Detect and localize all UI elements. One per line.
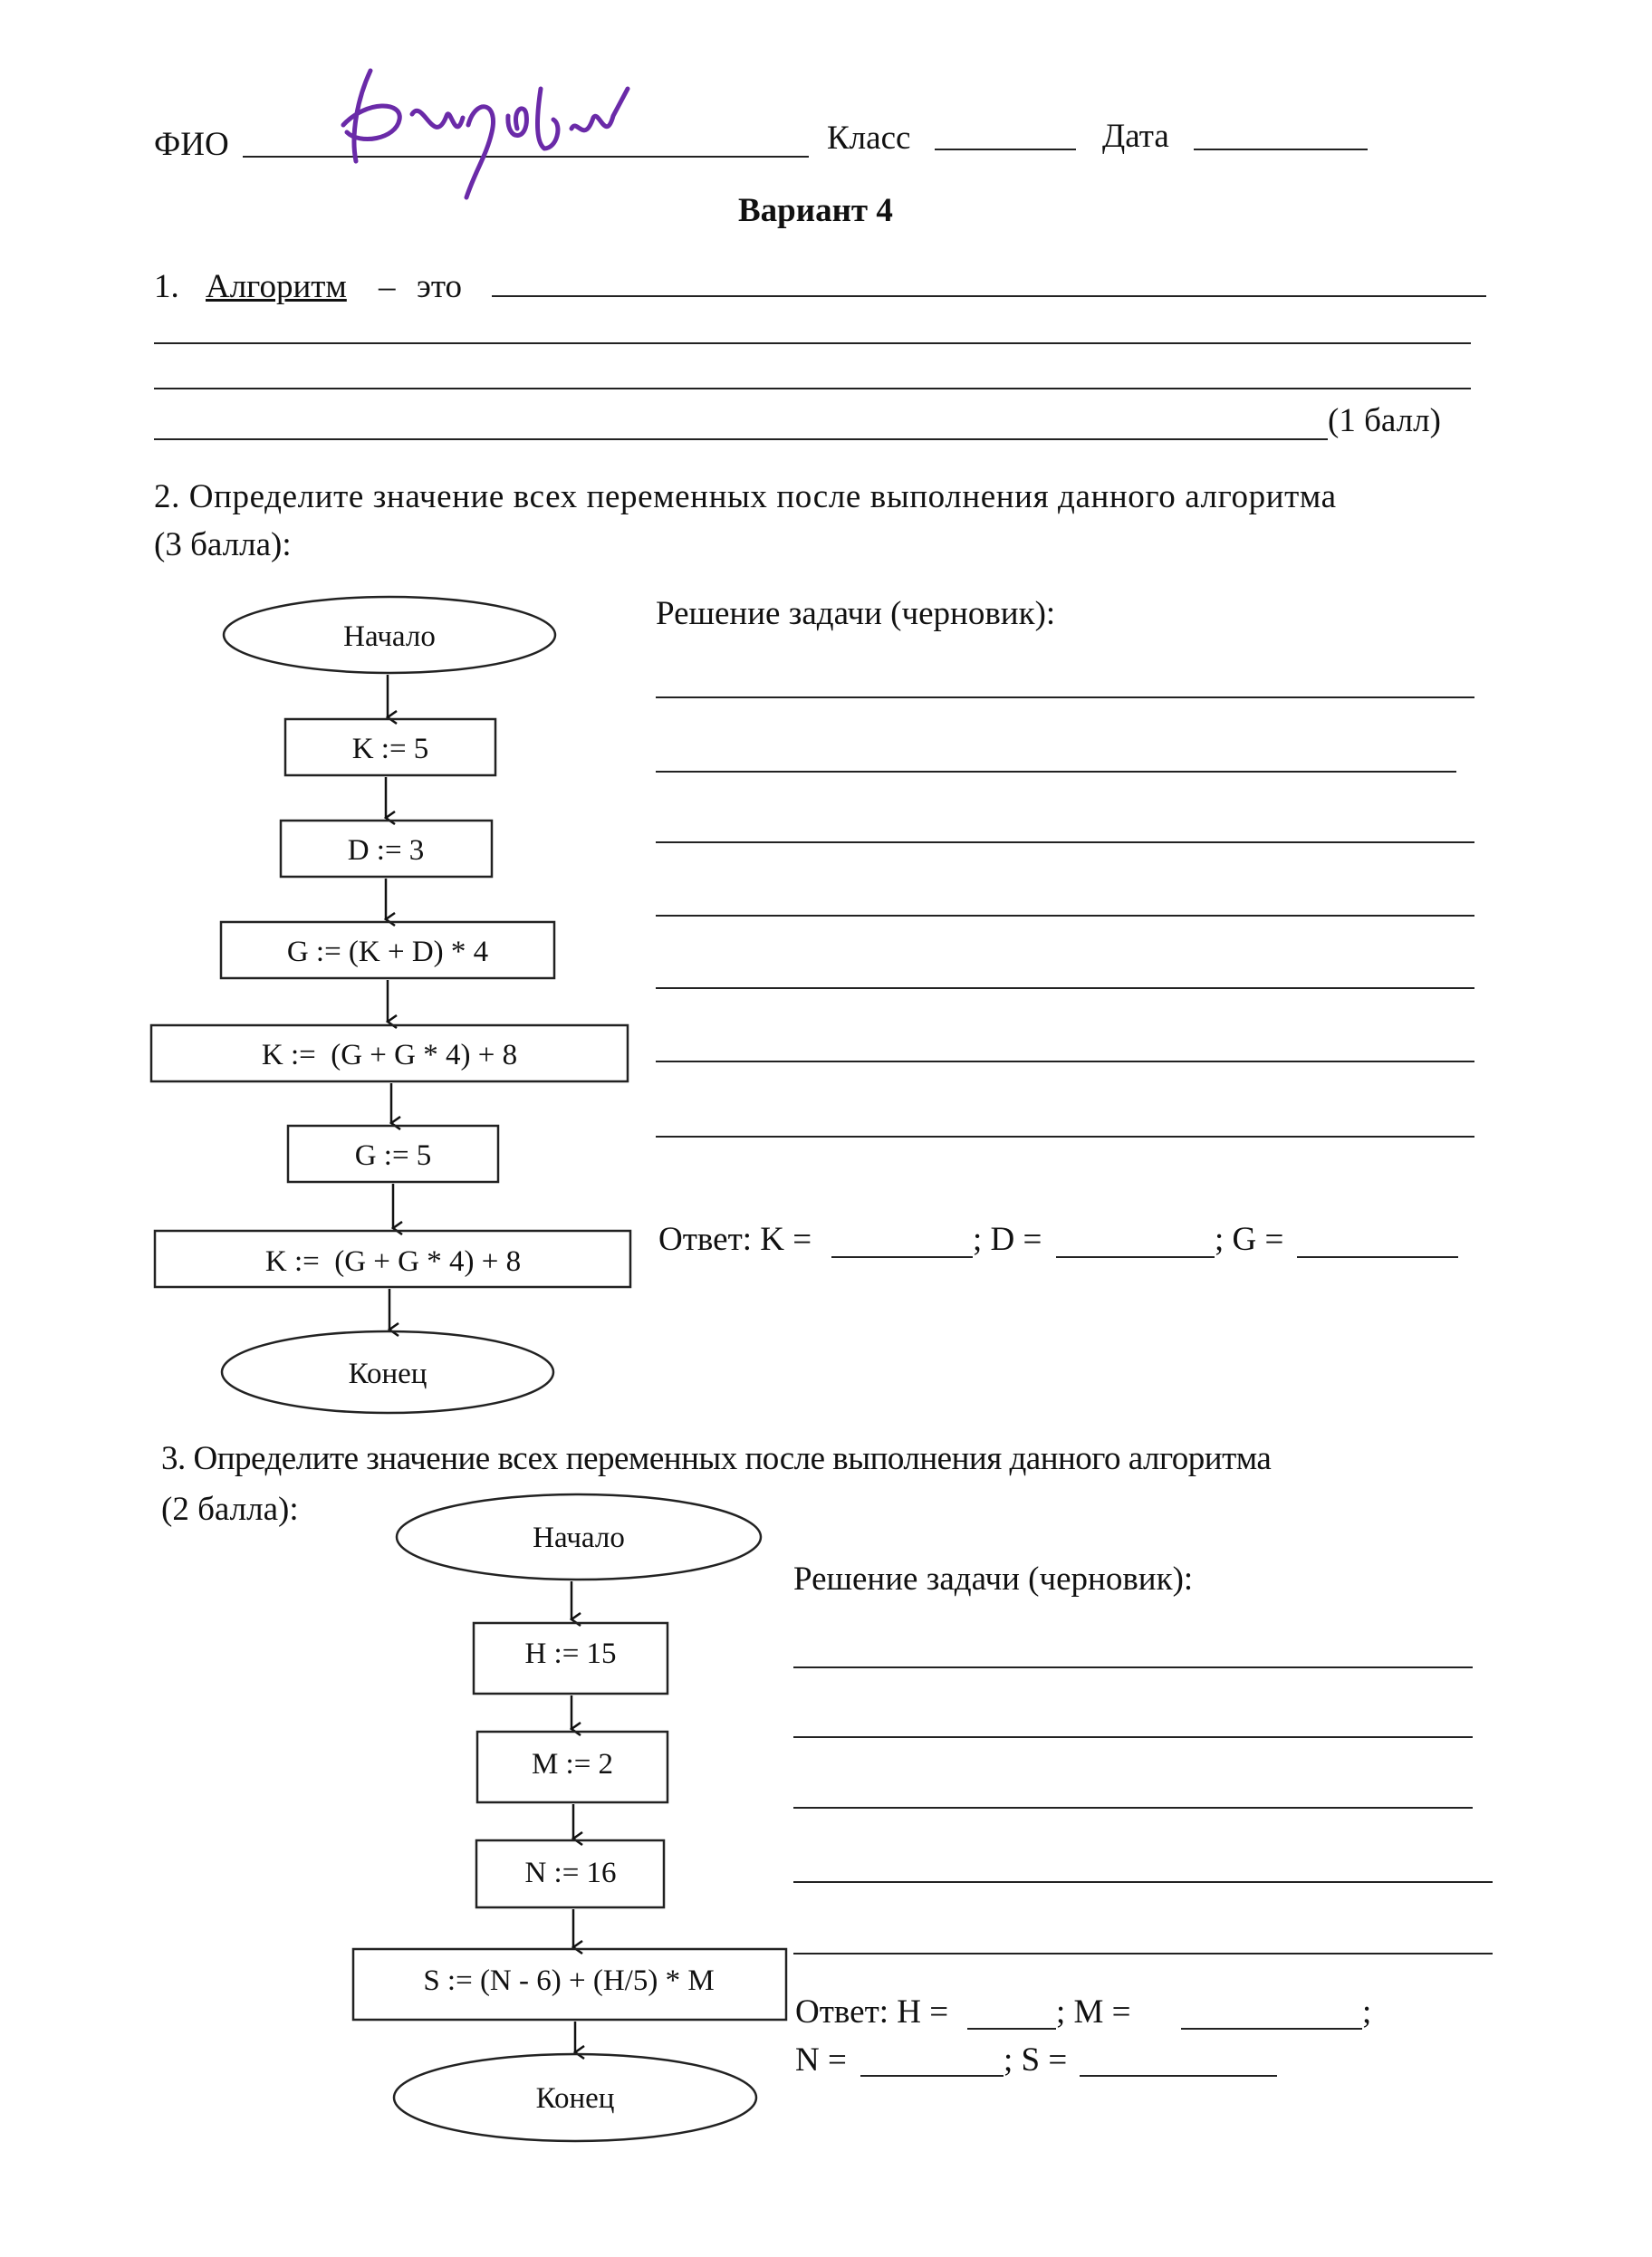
q3-step-label-2: M := 2 — [531, 1748, 614, 1781]
q3-prompt-line2: (2 балла): — [161, 1491, 299, 1528]
q1-word: это — [417, 268, 463, 305]
q2-prompt-line1: 2. Определите значение всех переменных после выполнения данного алгоритма — [154, 478, 1337, 515]
q3-flowchart — [353, 1494, 786, 2141]
q2-prompt-line2: (3 балла): — [154, 526, 292, 563]
q1-dash: – — [379, 268, 396, 305]
q2-flowchart — [151, 597, 630, 1413]
q2-start-label: Начало — [343, 620, 436, 653]
q2-step-label-5: G := 5 — [354, 1139, 432, 1172]
date-label: Дата — [1102, 118, 1169, 155]
q3-prompt-line1: 3. Определите значение всех переменных после выполнения данного алгоритма — [161, 1440, 1272, 1477]
q3-step-label-4: S := (N - 6) + (H/5) * M — [423, 1964, 715, 1997]
fio-label: ФИО — [154, 126, 229, 163]
q2-draft-label: Решение задачи (черновик): — [656, 595, 1056, 632]
q1-term: Алгоритм — [206, 268, 347, 305]
q1-points: (1 балл) — [1328, 402, 1441, 439]
q3-answer-s-label: ; S = — [1004, 2041, 1068, 2079]
q2-end-label: Конец — [348, 1358, 427, 1390]
q3-step-label-1: H := 15 — [524, 1638, 617, 1670]
q2-answer-d-label: ; D = — [973, 1221, 1042, 1258]
q2-step-label-2: D := 3 — [347, 834, 425, 867]
q2-answer-g-label: ; G = — [1215, 1221, 1284, 1258]
q3-answer-prefix: Ответ: H = — [795, 1993, 949, 2031]
q3-draft-label: Решение задачи (черновик): — [793, 1561, 1194, 1598]
q2-step-label-1: K := 5 — [351, 733, 429, 765]
q3-answer-end: ; — [1362, 1993, 1372, 2031]
q3-start-label: Начало — [533, 1522, 625, 1554]
q1-number: 1. — [154, 268, 179, 305]
variant-title: Вариант 4 — [738, 192, 893, 229]
q3-answer-n-label: N = — [795, 2041, 847, 2079]
class-label: Класс — [827, 120, 911, 157]
q2-answer-prefix: Ответ: K = — [658, 1221, 812, 1258]
q2-step-label-6: K := (G + G * 4) + 8 — [264, 1245, 522, 1278]
q3-end-label: Конец — [535, 2082, 615, 2115]
q3-step-label-3: N := 16 — [524, 1857, 617, 1889]
q2-step-label-4: K := (G + G * 4) + 8 — [261, 1039, 518, 1071]
q2-step-label-3: G := (K + D) * 4 — [286, 936, 489, 968]
q3-answer-m-label: ; M = — [1056, 1993, 1131, 2031]
